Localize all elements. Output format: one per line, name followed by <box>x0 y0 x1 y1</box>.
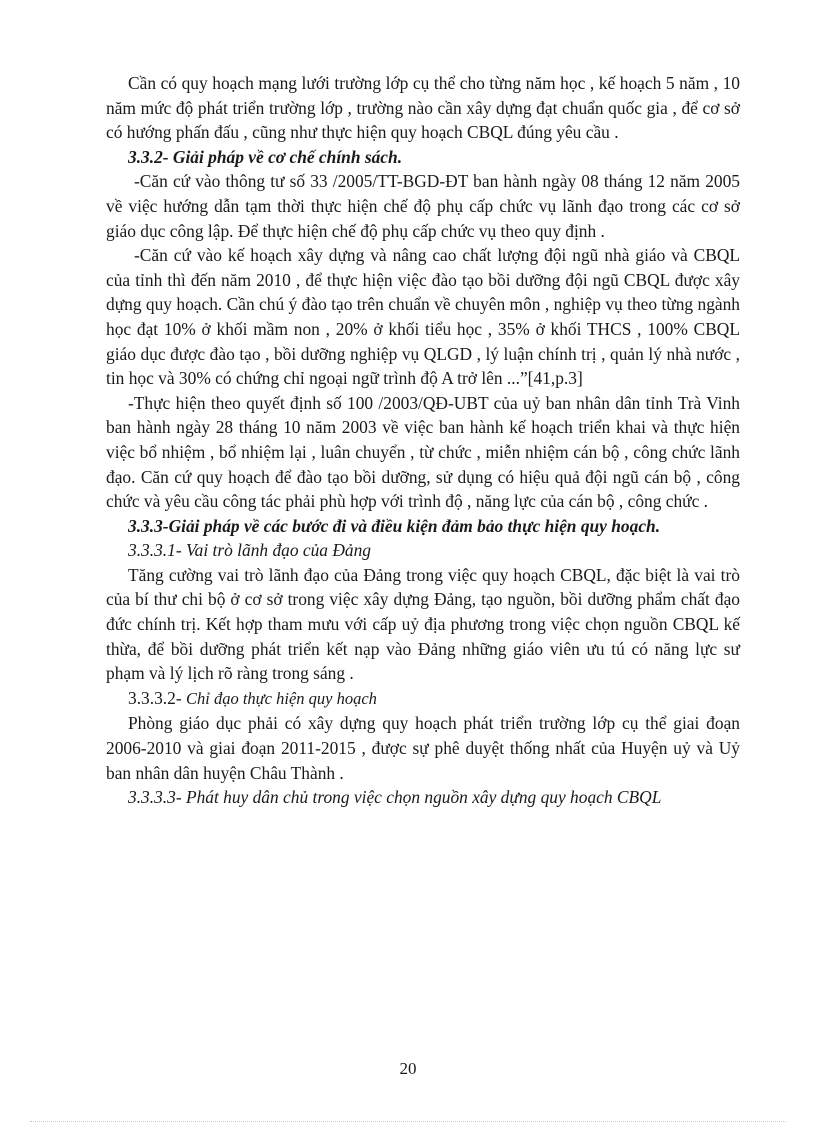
document-page <box>106 71 740 810</box>
heading-3-3-3-3: 3.3.3.3- Phát huy dân chủ trong việc chọn nguồn xây dựng quy hoạch CBQL <box>128 787 662 808</box>
heading-3-3-2: 3.3.2- Giải pháp về cơ chế chính sách. <box>128 146 403 167</box>
paragraph-education-office: Phòng giáo dục phải có xây dựng quy hoạch phát triển trường lớp cụ thể giai đoạn 2006-2010 và giai đoạn 2011-2015 , được sự phê duyệt thống nhất của Huyện uỷ và Uỷ ban nhân dân huyện Châu Thành . <box>106 713 740 783</box>
paragraph-decision-100: -Thực hiện theo quyết định số 100 /2003/QĐ-UBT của uỷ ban nhân dân tỉnh Trà Vinh ban hành ngày 28 tháng 10 năm 2003 về việc ban hành kế hoạch triển khai và thực hiện việc bổ nhiệm , bổ nhiệm lại , luân chuyển , từ chức , miễn nhiệm cán bộ , công chức lãnh đạo. Căn cứ quy hoạch để đào tạo bồi dưỡng, sử dụng có hiệu quả đội ngũ cán bộ , công chức và yêu cầu công tác phải phù hợp với trình độ , năng lực của cán bộ , công chức . <box>106 392 740 512</box>
paragraph-party-leadership: Tăng cường vai trò lãnh đạo của Đảng trong việc quy hoạch CBQL, đặc biệt là vai trò của bí thư chi bộ ở cơ sở trong việc xây dựng Đảng, tạo nguồn, bồi dưỡng phẩm chất đạo đức chính trị. Kết hợp tham mưu với cấp uỷ địa phương trong việc chọn nguồn CBQL kế thừa, để bồi dưỡng phát triển kết nạp vào Đảng những giáo viên ưu tú có năng lực sư phạm và lý lịch rõ ràng trong sáng . <box>106 564 740 684</box>
paragraph-network-planning: Cần có quy hoạch mạng lưới trường lớp cụ thể cho từng năm học , kế hoạch 5 năm , 10 năm mức độ phát triển trường lớp , trường nào cần xây dựng đạt chuẩn quốc gia , để cơ sở có hướng phấn đấu , cũng như thực hiện quy hoạch CBQL đúng yêu cầu . <box>106 73 740 143</box>
heading-title: Chỉ đạo thực hiện quy hoạch <box>185 688 377 708</box>
page-number: 20 <box>399 1059 417 1078</box>
heading-3-3-3-2 <box>106 686 740 712</box>
heading-3-3-3-1: 3.3.3.1- Vai trò lãnh đạo của Đảng <box>128 540 371 561</box>
heading-3-3-3: 3.3.3-Giải pháp về các bước đi và điều kiện đảm bảo thực hiện quy hoạch. <box>128 515 661 536</box>
page-bottom-divider <box>30 1121 786 1122</box>
paragraph-circular-33: -Căn cứ vào thông tư số 33 /2005/TT-BGD-ĐT ban hành ngày 08 tháng 12 năm 2005 về việc hướng dẫn tạm thời thực hiện chế độ phụ cấp chức vụ lãnh đạo trong các cơ sở giáo dục công lập. Để thực hiện chế độ phụ cấp chức vụ theo quy định . <box>106 171 740 241</box>
paragraph-quality-plan: -Căn cứ vào kế hoạch xây dựng và nâng cao chất lượng đội ngũ nhà giáo và CBQL của tỉnh thì đến năm 2010 , để thực hiện việc đào tạo bồi dưỡng đội ngũ CBQL được xây dựng quy hoạch. Cần chú ý đào tạo trên chuẩn về chuyên môn , nghiệp vụ theo từng ngành học đạt 10% ở khối mầm non , 20% ở khối tiểu học , 35% ở khối THCS , 100% CBQL giáo dục được đào tạo , bồi dưỡng nghiệp vụ QLGD , lý luận chính trị , quản lý nhà nước , tin học và 30% có chứng chỉ ngoại ngữ trình độ A trở lên ...”[41,p.3] <box>106 245 740 389</box>
heading-number: 3.3.3.2- <box>128 687 182 708</box>
